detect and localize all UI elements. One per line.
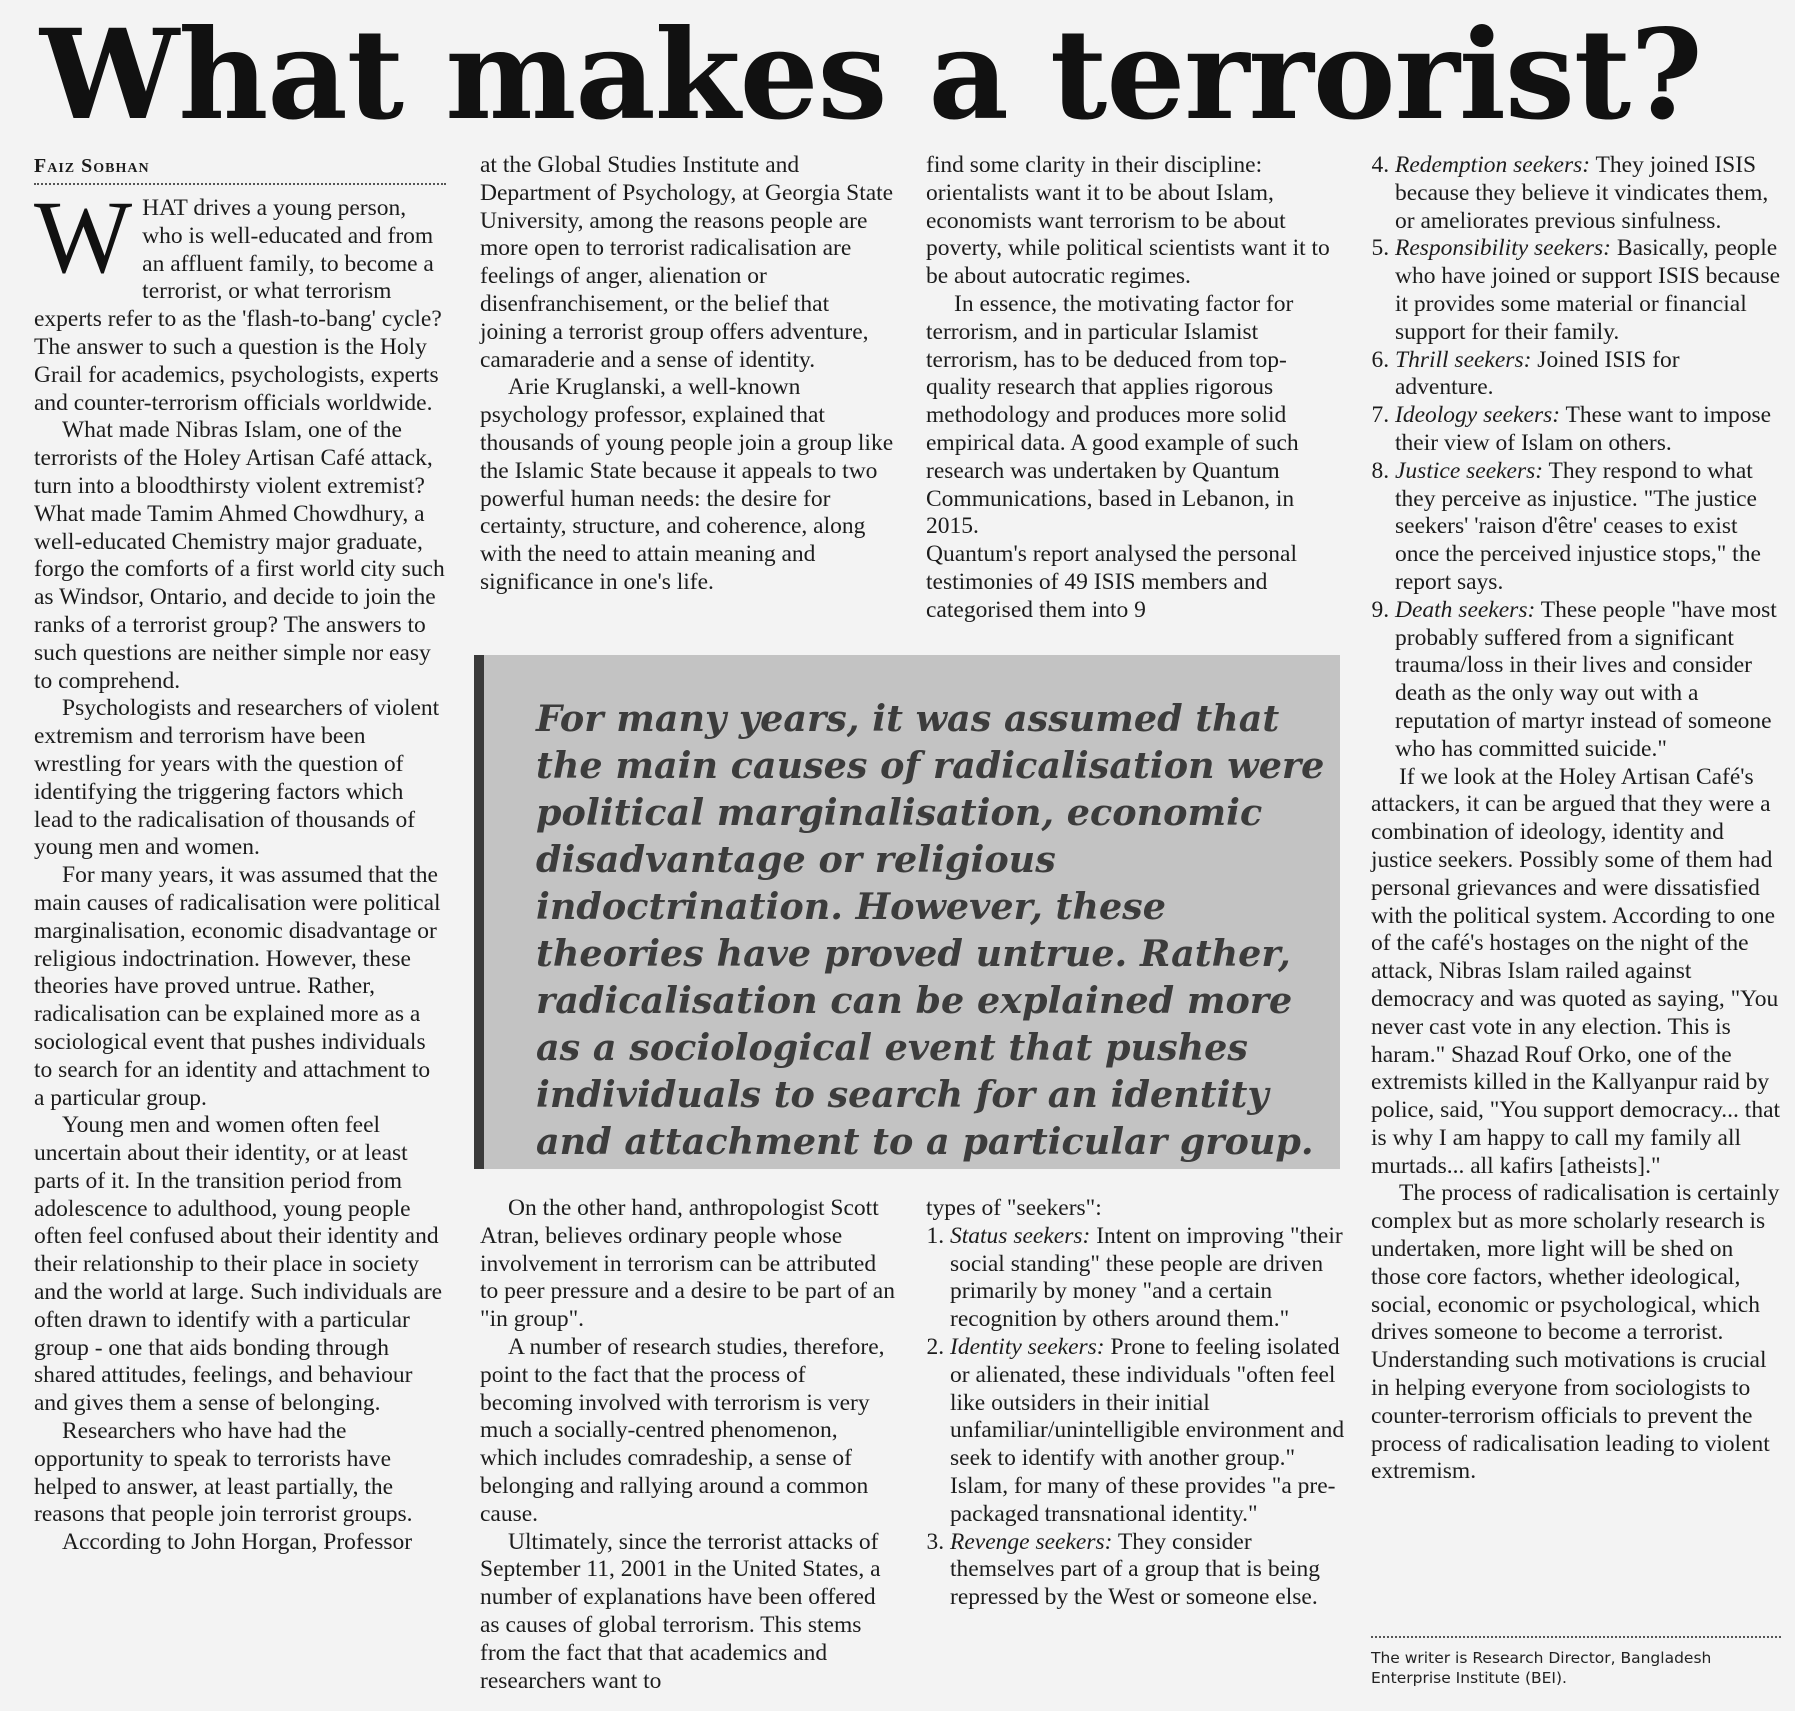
seeker-text: They joined ISIS because they believe it vindicates them, or ameliorates previous sinfulness.	[1395, 152, 1769, 234]
seekers-list-continued	[1371, 152, 1781, 764]
seeker-item	[1395, 347, 1781, 403]
seeker-text: Intent on improving "their social standing" these people are driven primarily by money "and a certain recognition by others around them."	[950, 1222, 1343, 1333]
seeker-text: Basically, people who have joined or support ISIS because it provides some material or financial support for their family.	[1395, 235, 1781, 345]
paragraph: For many years, it was assumed that the main causes of radicalisation were political marginalisation, economic disadvantage or religious indoctrination. However, these theories have proved untrue. Rather, radicalisation can be explained more as a sociological event that pushes individuals to search for an identity and attachment to a particular group.	[34, 862, 441, 1111]
seekers-list	[926, 1223, 1346, 1612]
seeker-item	[1395, 235, 1781, 346]
seeker-term: Ideology seekers:	[1395, 402, 1561, 429]
seeker-term: Identity seekers:	[950, 1333, 1105, 1360]
seeker-term: Responsibility seekers:	[1395, 235, 1612, 262]
paragraph: find some clarity in their discipline: orientalists want it to be about Islam, economists want terrorism to be about poverty, while political scientists want it to be about autocratic regimes.	[926, 152, 1330, 290]
column-2-top	[480, 152, 900, 597]
byline: Faiz Sobhan	[34, 155, 446, 185]
paragraph: Researchers who have had the opportunity to speak to terrorists have helped to answer, at least partially, the reasons that people join terrorist groups.	[34, 1418, 413, 1528]
seeker-text: Joined ISIS for adventure.	[1395, 346, 1680, 401]
lead-caps: HAT	[142, 195, 188, 221]
seeker-term: Status seekers:	[950, 1222, 1091, 1249]
seeker-text: They consider themselves part of a group that is being repressed by the West or someone else.	[950, 1528, 1321, 1611]
seeker-text: Prone to feeling isolated or alienated, these individuals "often feel like outsiders in their initial unfamiliar/unintelligible environment and seek to identify with another group." Islam, for many of these provides "a pre-packaged transnational identity."	[950, 1333, 1345, 1527]
paragraph: Young men and women often feel uncertain about their identity, or at least parts of it. In the transition period from adolescence to adulthood, young people often feel confused about their identity and their relationship to their place in society and the world at large. Such individuals are often drawn to identify with a particular group - one that aids bonding through shared attitudes, feelings, and behaviour and gives them a sense of belonging.	[34, 1112, 443, 1417]
paragraph: Quantum's report analysed the personal testimonies of 49 ISIS members and categorised them into 9	[926, 541, 1297, 623]
paragraph: According to John Horgan, Professor	[62, 1529, 413, 1556]
seeker-text: These want to impose their view of Islam on others.	[1395, 402, 1772, 456]
pull-quote: For many years, it was assumed that the main causes of radicalisation were political marginalisation, economic disadvantage or religious indoctrination. However, these theories have proved untrue. Rather, radicalisation can be explained more as a sociological event that pushes individuals to search for an identity and attachment to a particular group.	[536, 697, 1325, 1163]
seeker-item	[950, 1529, 1346, 1612]
headline: What makes a terrorist?	[40, 3, 1702, 148]
seeker-text: These people "have most probably suffered from a significant trauma/loss in their lives and consider death as the only way out with a reputation of martyr instead of someone who has committed suicide."	[1395, 596, 1777, 762]
seeker-text: They respond to what they perceive as injustice. "The justice seekers' 'raison d'être' ceases to exist once the perceived injustice stops," the report says.	[1395, 457, 1761, 595]
column-3-top	[926, 152, 1346, 625]
column-1	[34, 155, 446, 1557]
seekers-intro: types of "seekers":	[926, 1195, 1102, 1221]
seeker-item	[950, 1223, 1346, 1334]
paragraph: If we look at the Holey Artisan Café's attackers, it can be argued that they were a combination of ideology, identity and justice seekers. Possibly some of them had personal grievances and were dissatisfied with the political system. According to one of the café's hostages on the night of the attack, Nibras Islam railed against democracy and was quoted as saying, "You never cast vote in any election. This is haram." Shazad Rouf Orko, one of the extremists killed in the Kallyanpur raid by police, said, "You support democracy... that is why I am happy to call my family all murtads... all kafirs [atheists]."	[1371, 763, 1781, 1179]
paragraph: Psychologists and researchers of violent extremism and terrorism have been wrestling for years with the question of identifying the triggering factors which lead to the radicalisation of thousands of young men and women.	[34, 695, 440, 861]
pull-quote-box	[474, 655, 1340, 1169]
seeker-item	[1395, 402, 1781, 458]
paragraph: In essence, the motivating factor for terrorism, and in particular Islamist terrorism, has to be deduced from top-quality research that applies rigorous methodology and produces more solid empirical data. A good example of such research was undertaken by Quantum Communications, based in Lebanon, in 2015.	[926, 290, 1299, 540]
seeker-item	[1395, 152, 1781, 235]
paragraph: What made Nibras Islam, one of the terrorists of the Holey Artisan Café attack, turn into a bloodthirsty violent extremist? What made Tamim Ahmed Chowdhury, a well-educated Chemistry major graduate, forgo the comforts of a first world city such as Windsor, Ontario, and decide to join the ranks of a terrorist group? The answers to such questions are neither simple nor easy to comprehend.	[34, 417, 445, 694]
paragraph: Arie Kruglanski, a well-known psychology professor, explained that thousands of young people join a group like the Islamic State because it appeals to two powerful human needs: the desire for certainty, structure, and coherence, along with the need to attain meaning and significance in one's life.	[480, 374, 894, 595]
seeker-item	[1395, 597, 1781, 764]
paragraph: The process of radicalisation is certainly complex but as more scholarly research is undertaken, more light will be shed on those core factors, whether ideological, social, economic or psychological, which drives someone to become a terrorist. Understanding such motivations is crucial in helping everyone from sociologists to counter-terrorism officials to prevent the process of radicalisation leading to violent extremism.	[1371, 1180, 1780, 1485]
column-4	[1371, 152, 1781, 1486]
lead-paragraph	[34, 180, 446, 417]
column-2-bottom	[480, 1195, 900, 1695]
seeker-item	[950, 1334, 1346, 1529]
seeker-term: Thrill seekers:	[1395, 346, 1532, 373]
lead-text: drives a young person, who is well-educated and from an affluent family, to become a terrorist, or what terrorism experts refer to as the 'flash-to-bang' cycle? The answer to such a question is the Holy Grail for academics, psychologists, experts and counter-terrorism officials worldwide.	[34, 195, 442, 416]
seeker-term: Justice seekers:	[1395, 457, 1544, 484]
seeker-item	[1395, 458, 1781, 597]
seeker-term: Death seekers:	[1395, 596, 1536, 623]
paragraph: A number of research studies, therefore, point to the fact that the process of becoming involved with terrorism is very much a socially-centred phenomenon, which includes comradeship, a sense of belonging and rallying around a common cause.	[480, 1333, 885, 1527]
seeker-term: Redemption seekers:	[1395, 152, 1591, 178]
paragraph: On the other hand, anthropologist Scott Atran, believes ordinary people whose involvement in terrorism can be attributed to peer pressure and a desire to be part of an "in group".	[480, 1195, 895, 1333]
column-3-bottom	[926, 1195, 1346, 1612]
paragraph: Ultimately, since the terrorist attacks of September 11, 2001 in the United States, a number of explanations have been offered as causes of global terrorism. This stems from the fact that that academics and researchers want to	[480, 1528, 881, 1694]
drop-cap: W	[34, 180, 133, 295]
seeker-term: Revenge seekers:	[950, 1528, 1113, 1555]
paragraph: at the Global Studies Institute and Department of Psychology, at Georgia State University, among the reasons people are more open to terrorist radicalisation are feelings of anger, alienation or disenfranchisement, or the belief that joining a terrorist group offers adventure, camaraderie and a sense of identity.	[480, 152, 894, 373]
author-note: The writer is Research Director, Bangladesh Enterprise Institute (BEI).	[1371, 1636, 1781, 1688]
